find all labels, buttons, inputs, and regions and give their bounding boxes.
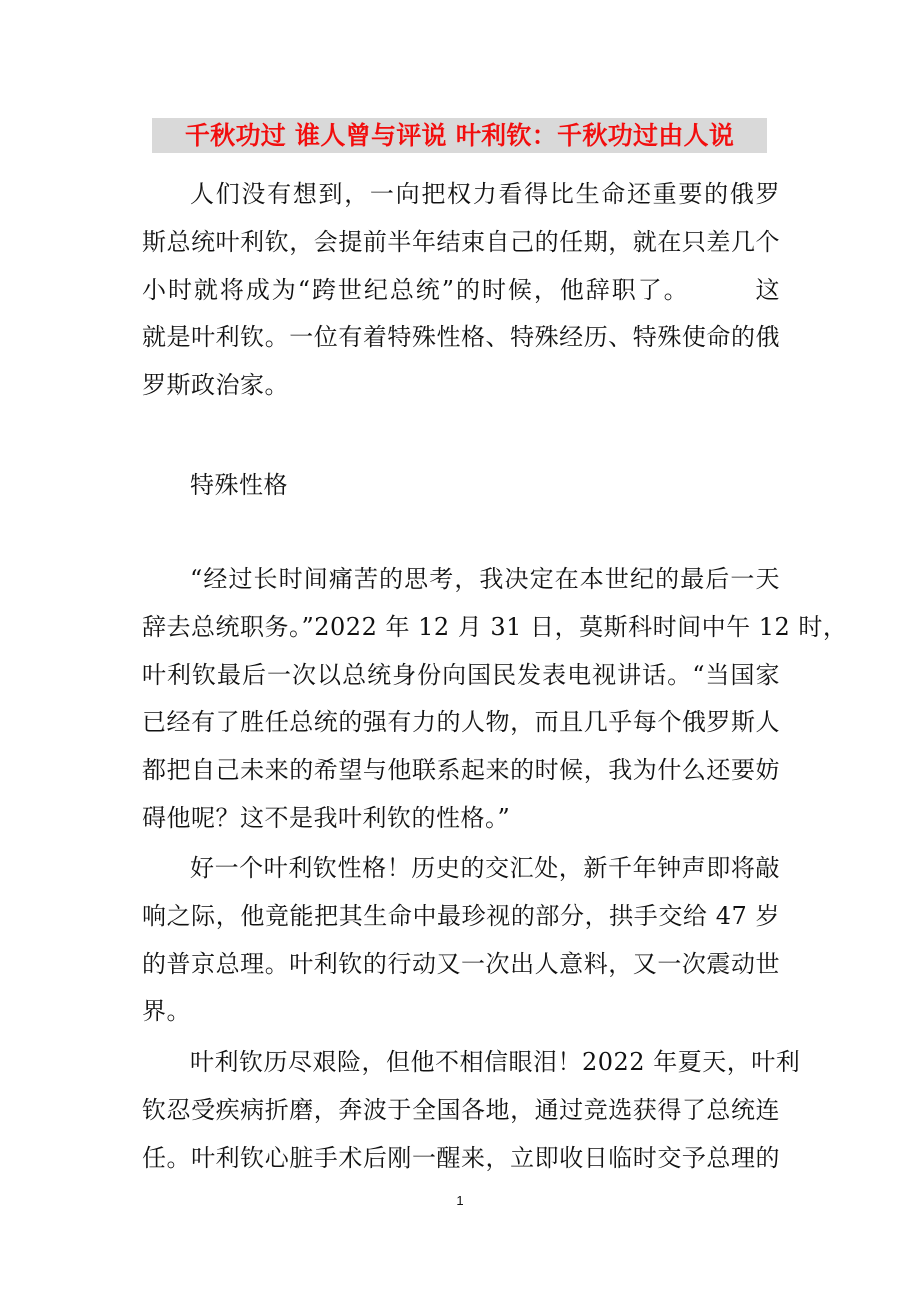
document-title: 千秋功过 谁人曾与评说 叶利钦：千秋功过由人说 <box>152 118 767 153</box>
text-line: 人们没有想到，一向把权力看得比生命还重要的俄罗 <box>190 180 780 208</box>
paragraph-character <box>142 845 780 1036</box>
text-line: 斯总统叶利钦，会提前半年结束自己的任期，就在只差几个 <box>142 227 780 256</box>
text-line: 叶利钦最后一次以总统身份向国民发表电视讲话。“当国家 <box>142 660 780 689</box>
text-line: 小时就将成为“跨世纪总统”的时候，他辞职了。 这 <box>142 275 780 304</box>
text-line: 已经有了胜任总统的强有力的人物，而且几乎每个俄罗斯人 <box>142 708 780 737</box>
text-line: 罗斯政治家。 <box>142 371 289 400</box>
text-line: 钦忍受疾病折磨，奔波于全国各地，通过竞选获得了总统连 <box>142 1095 780 1124</box>
paragraph-quote <box>142 556 848 843</box>
text-line: 的普京总理。叶利钦的行动又一次出人意料，又一次震动世 <box>142 949 780 978</box>
paragraph-hardship <box>142 1039 801 1182</box>
text-line: 任。叶利钦心脏手术后刚一醒来，立即收日临时交予总理的 <box>142 1143 780 1172</box>
section-heading <box>142 462 780 510</box>
text-line: “经过长时间痛苦的思考，我决定在本世纪的最后一天 <box>190 565 780 593</box>
text-line: 都把自己未来的希望与他联系起来的时候，我为什么还要妨 <box>142 756 780 785</box>
text-line: 碍他呢？这不是我叶利钦的性格。” <box>142 803 511 832</box>
text-line: 就是叶利钦。一位有着特殊性格、特殊经历、特殊使命的俄 <box>142 323 780 352</box>
text-line: 好一个叶利钦性格！历史的交汇处，新千年钟声即将敲 <box>190 854 780 882</box>
text-line: 特殊性格 <box>190 471 288 499</box>
text-line: 界。 <box>142 997 191 1026</box>
text-line: 响之际，他竟能把其生命中最珍视的部分，拱手交给 47 岁 <box>142 901 780 930</box>
text-line: 辞去总统职务。”2022 年 12 月 31 日，莫斯科时间中午 12 时， <box>142 612 848 641</box>
page-number: 1 <box>456 1193 464 1208</box>
text-line: 叶利钦历尽艰险，但他不相信眼泪！2022 年夏天，叶利 <box>190 1048 801 1076</box>
paragraph-intro <box>142 171 780 410</box>
